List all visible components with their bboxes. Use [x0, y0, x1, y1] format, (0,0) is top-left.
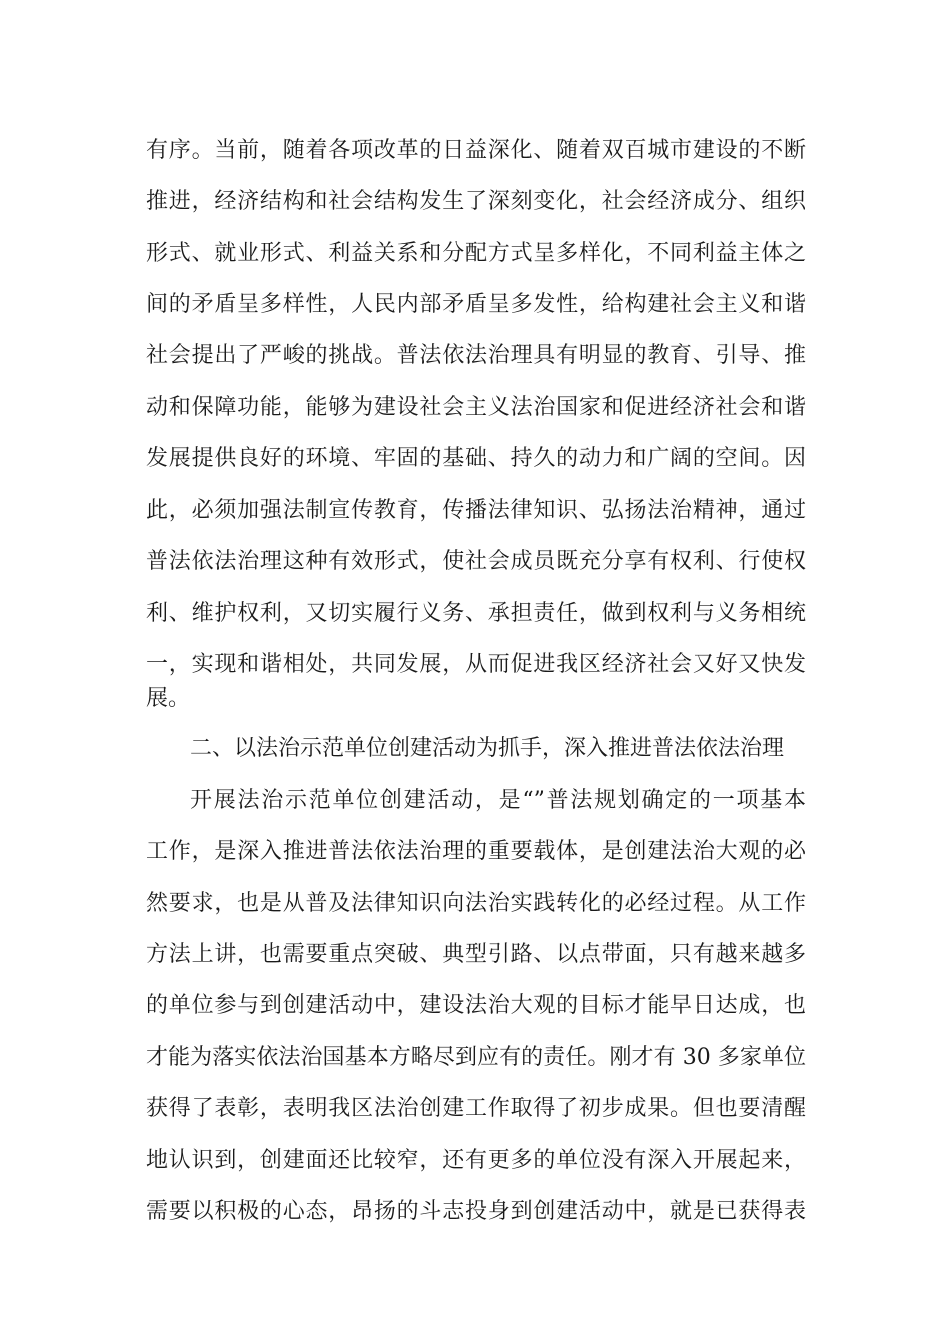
section-heading: 二、以法治示范单位创建活动为抓手，深入推进普法依法治理	[190, 736, 785, 761]
text-line: 一，实现和谐相处，共同发展，从而促进我区经济社会又好又快发	[146, 652, 806, 677]
text-line: 发展提供良好的环境、牢固的基础、持久的动力和广阔的空间。因	[146, 446, 806, 471]
text-line: 普法依法治理这种有效形式，使社会成员既充分享有权利、行使权	[146, 549, 806, 574]
text-line: 间的矛盾呈多样性，人民内部矛盾呈多发性，给构建社会主义和谐	[146, 292, 806, 317]
text-line: 推进，经济结构和社会结构发生了深刻变化，社会经济成分、组织	[146, 189, 806, 214]
text-line: 的单位参与到创建活动中，建设法治大观的目标才能早日达成，也	[146, 993, 806, 1018]
text-line: 有序。当前，随着各项改革的日益深化、随着双百城市建设的不断	[146, 138, 806, 163]
text-line: 社会提出了严峻的挑战。普法依法治理具有明显的教育、引导、推	[146, 343, 806, 368]
text-line: 工作，是深入推进普法依法治理的重要载体，是创建法治大观的必	[146, 839, 806, 864]
text-line: 此，必须加强法制宣传教育，传播法律知识、弘扬法治精神，通过	[146, 498, 806, 523]
text-line: 动和保障功能，能够为建设社会主义法治国家和促进经济社会和谐	[146, 395, 806, 420]
text-line: 利、维护权利，又切实履行义务、承担责任，做到权利与义务相统	[146, 601, 806, 626]
text-line: 开展法治示范单位创建活动，是“”普法规划确定的一项基本	[190, 788, 806, 813]
text-line: 地认识到，创建面还比较窄，还有更多的单位没有深入开展起来，	[146, 1148, 806, 1173]
text-line: 方法上讲，也需要重点突破、典型引路、以点带面，只有越来越多	[146, 942, 806, 967]
text-line: 获得了表彰，表明我区法治创建工作取得了初步成果。但也要清醒	[146, 1096, 806, 1121]
text-line: 需要以积极的心态，昂扬的斗志投身到创建活动中，就是已获得表	[146, 1199, 806, 1224]
text-line: 形式、就业形式、利益关系和分配方式呈多样化，不同利益主体之	[146, 241, 806, 266]
text-line: 展。	[146, 686, 191, 711]
text-line: 然要求，也是从普及法律知识向法治实践转化的必经过程。从工作	[146, 891, 806, 916]
text-line: 才能为落实依法治国基本方略尽到应有的责任。刚才有 30 多家单位	[146, 1045, 806, 1070]
